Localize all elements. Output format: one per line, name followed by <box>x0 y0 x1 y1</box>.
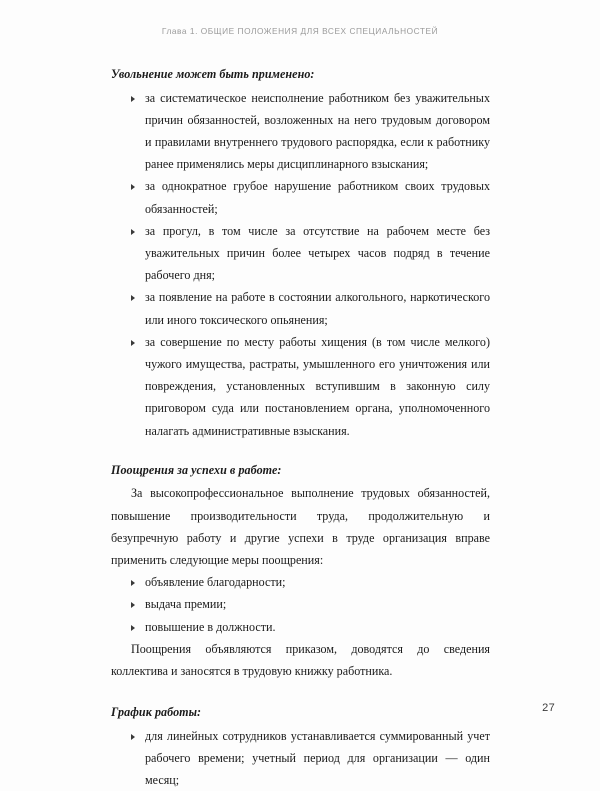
triangle-right-icon <box>131 220 139 242</box>
section-heading: График работы: <box>111 705 202 720</box>
section-dismissal <box>111 66 490 442</box>
section-closing-paragraph: Поощрения объявляются приказом, доводятся до сведения коллектива и заносятся в трудовую книжку работника. <box>111 641 490 679</box>
list-item <box>111 725 490 791</box>
list-item <box>111 175 490 219</box>
list-item <box>111 616 490 638</box>
section-heading: Поощрения за успехи в работе: <box>111 462 282 477</box>
triangle-right-icon <box>131 616 139 638</box>
text-column <box>111 66 490 791</box>
list-item-text: повышение в должности. <box>145 619 276 634</box>
list-item-text: за совершение по месту работы хищения (в том числе мелкого) чужого имущества, растраты, умышленного его уничтожения или повреждения, установленных вступившим в законную силу приговором суда или постановлением органа, уполномоченного налагать административные взыскания. <box>145 334 490 438</box>
list-item <box>111 220 490 287</box>
triangle-right-icon <box>131 175 139 197</box>
page-number: 27 <box>542 702 555 714</box>
list-item <box>111 87 490 176</box>
section-intro-paragraph: За высокопрофессиональное выполнение трудовых обязанностей, повышение производительности труда, продолжительную и безупречную работу и другие успехи в труде организация вправе применить следующие меры поощрения: <box>111 486 490 568</box>
section-incentives <box>111 462 490 682</box>
triangle-right-icon <box>131 331 139 353</box>
triangle-right-icon <box>131 87 139 109</box>
list-item <box>111 571 490 593</box>
list-item-text: выдача премии; <box>145 597 227 612</box>
bullet-list-work-schedule <box>111 725 490 791</box>
list-item-text: за прогул, в том числе за отсутствие на рабочем месте без уважительных причин более четырех часов подряд в течение рабочего дня; <box>145 223 490 283</box>
section-spacer <box>111 682 490 704</box>
list-item <box>111 593 490 615</box>
list-item-text: для линейных сотрудников устанавливается суммированный учет рабочего времени; учетный период для организации — один месяц; <box>145 728 490 788</box>
triangle-right-icon <box>131 286 139 308</box>
bullet-list-incentives <box>111 571 490 638</box>
section-spacer <box>111 442 490 462</box>
section-heading: Увольнение может быть применено: <box>111 67 315 81</box>
list-item-text: объявление благодарности; <box>145 575 286 590</box>
list-item-text: за однократное грубое нарушение работником своих трудовых обязанностей; <box>145 179 490 216</box>
list-item <box>111 331 490 442</box>
triangle-right-icon <box>131 593 139 615</box>
running-head: Глава 1. ОБЩИЕ ПОЛОЖЕНИЯ ДЛЯ ВСЕХ СПЕЦИАЛЬНОСТЕЙ <box>161 26 439 36</box>
bullet-list-dismissal <box>111 87 490 442</box>
triangle-right-icon <box>131 571 139 593</box>
section-work-schedule <box>111 704 490 791</box>
list-item-text: за систематическое неисполнение работником без уважительных причин обязанностей, возложенных на него трудовым договором и правилами внутреннего трудового распорядка, если к работнику ранее применялись меры дисциплинарного взыскания; <box>145 90 490 172</box>
triangle-right-icon <box>131 725 139 747</box>
list-item <box>111 286 490 330</box>
list-item-text: за появление на работе в состоянии алкогольного, наркотического или иного токсического опьянения; <box>145 290 490 327</box>
